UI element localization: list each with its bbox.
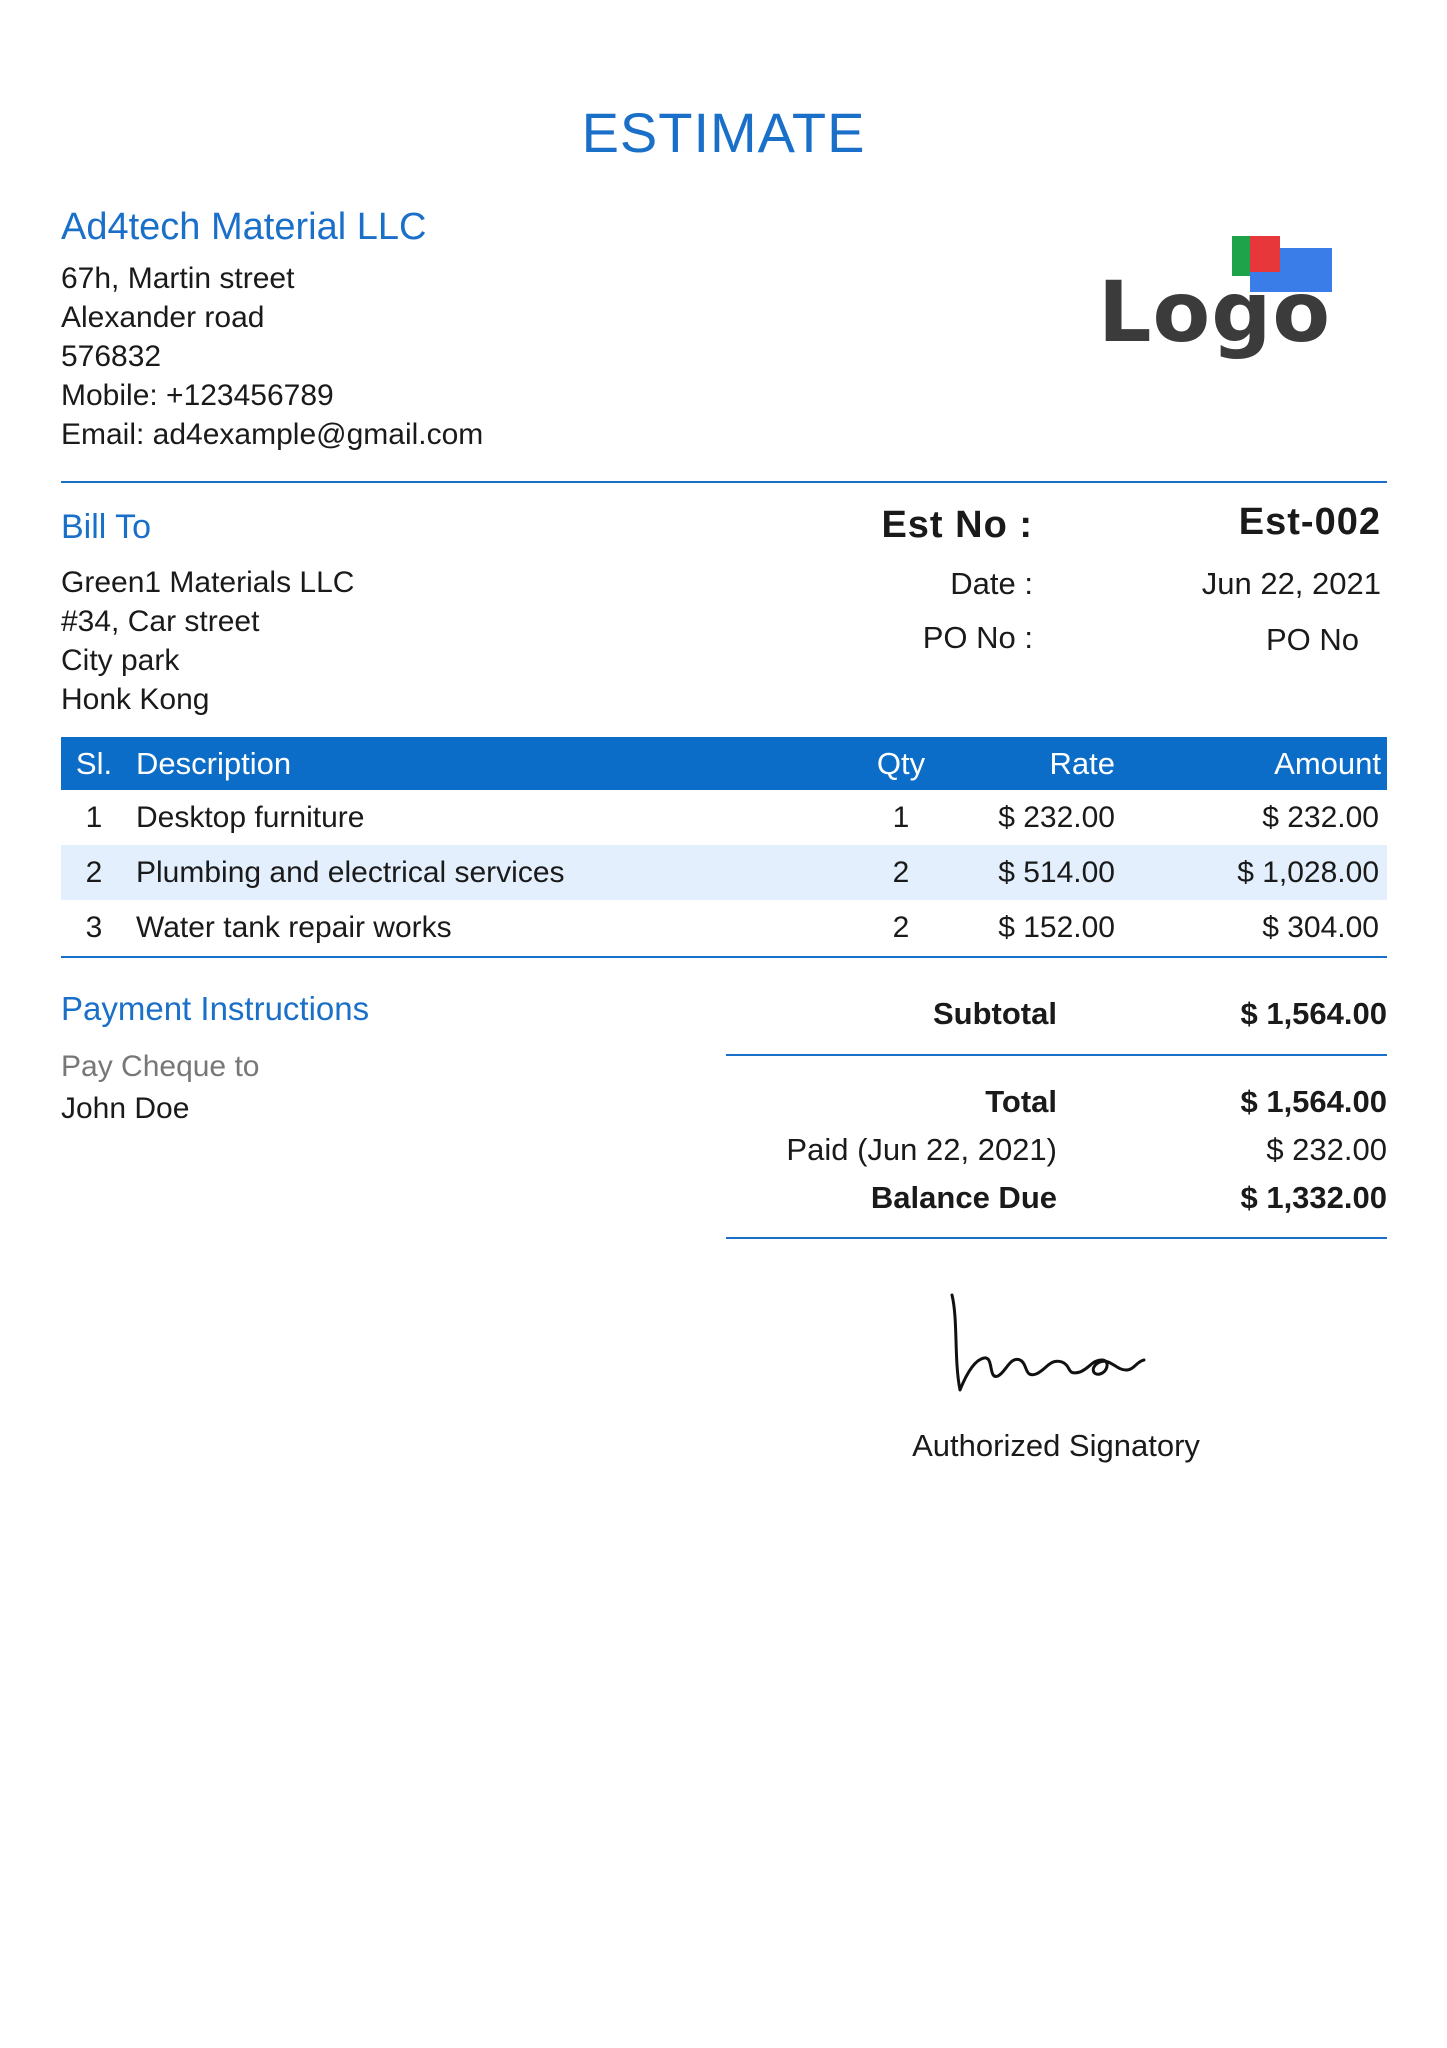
row-amount: $ 304.00: [1262, 911, 1379, 944]
row-rate: $ 152.00: [998, 911, 1115, 944]
table-row: [61, 790, 1387, 845]
po-no-value: PO No: [1265, 622, 1359, 657]
row-qty: 2: [892, 856, 910, 889]
row-sl: 1: [85, 801, 103, 834]
table-row: [61, 900, 1387, 955]
header-qty: Qty: [876, 746, 926, 781]
date-label: Date :: [950, 566, 1033, 601]
items-table: [61, 737, 1387, 955]
table-bottom-divider: [61, 956, 1387, 958]
payment-instructions: [61, 990, 369, 1126]
subtotal-divider: [726, 1054, 1387, 1056]
row-amount: $ 1,028.00: [1237, 856, 1379, 889]
table-row: [61, 845, 1387, 900]
bill-to-city: Honk Kong: [61, 683, 210, 716]
company-email: Email: ad4example@gmail.com: [61, 418, 484, 451]
payment-heading: Payment Instructions: [61, 990, 370, 1027]
row-description: Plumbing and electrical services: [136, 856, 565, 889]
totals-bottom-divider: [726, 1237, 1387, 1239]
bill-to-address-line1: #34, Car street: [61, 605, 260, 638]
paid-label: Paid (Jun 22, 2021): [786, 1132, 1057, 1167]
company-address-line1: 67h, Martin street: [61, 262, 295, 295]
subtotal-value: $ 1,564.00: [1240, 996, 1387, 1031]
subtotal-label: Subtotal: [933, 996, 1057, 1031]
bill-to-heading: Bill To: [61, 508, 152, 546]
bill-to-name: Green1 Materials LLC: [61, 566, 355, 599]
row-description: Water tank repair works: [136, 911, 452, 944]
date-value: Jun 22, 2021: [1201, 566, 1381, 601]
row-description: Desktop furniture: [136, 801, 365, 834]
balance-due-value: $ 1,332.00: [1240, 1180, 1387, 1215]
header-divider: [61, 481, 1387, 483]
est-no-label: Est No :: [881, 504, 1033, 546]
company-mobile: Mobile: +123456789: [61, 379, 334, 412]
signature-image: [940, 1280, 1230, 1400]
bill-to-address-line2: City park: [61, 644, 180, 677]
row-qty: 2: [892, 911, 910, 944]
row-rate: $ 514.00: [998, 856, 1115, 889]
row-sl: 3: [85, 911, 103, 944]
header-description: Description: [136, 746, 292, 781]
logo-text: Logo: [1098, 263, 1332, 361]
balance-due-label: Balance Due: [870, 1180, 1057, 1215]
authorized-signatory-label: Authorized Signatory: [912, 1428, 1200, 1463]
document-title: ESTIMATE: [581, 101, 866, 164]
pay-to-label: Pay Cheque to: [61, 1050, 260, 1083]
row-sl: 2: [85, 856, 103, 889]
total-label: Total: [985, 1084, 1057, 1119]
paid-value: $ 232.00: [1266, 1132, 1387, 1167]
est-no-value: Est-002: [1238, 501, 1381, 543]
company-block: [61, 206, 483, 454]
row-rate: $ 232.00: [998, 801, 1115, 834]
row-qty: 1: [892, 801, 910, 834]
header-sl: Sl.: [75, 746, 113, 781]
row-amount: $ 232.00: [1262, 801, 1379, 834]
bill-to-block: [61, 508, 354, 719]
header-amount: Amount: [1274, 746, 1381, 781]
company-logo: [1098, 236, 1338, 366]
header-rate: Rate: [1049, 746, 1115, 781]
company-postal: 576832: [61, 340, 162, 373]
table-header: [61, 737, 1387, 790]
total-value: $ 1,564.00: [1240, 1084, 1387, 1119]
company-address-line2: Alexander road: [61, 301, 265, 334]
po-no-label: PO No :: [922, 620, 1033, 655]
company-name: Ad4tech Material LLC: [61, 206, 427, 248]
pay-to-name: John Doe: [61, 1092, 190, 1125]
